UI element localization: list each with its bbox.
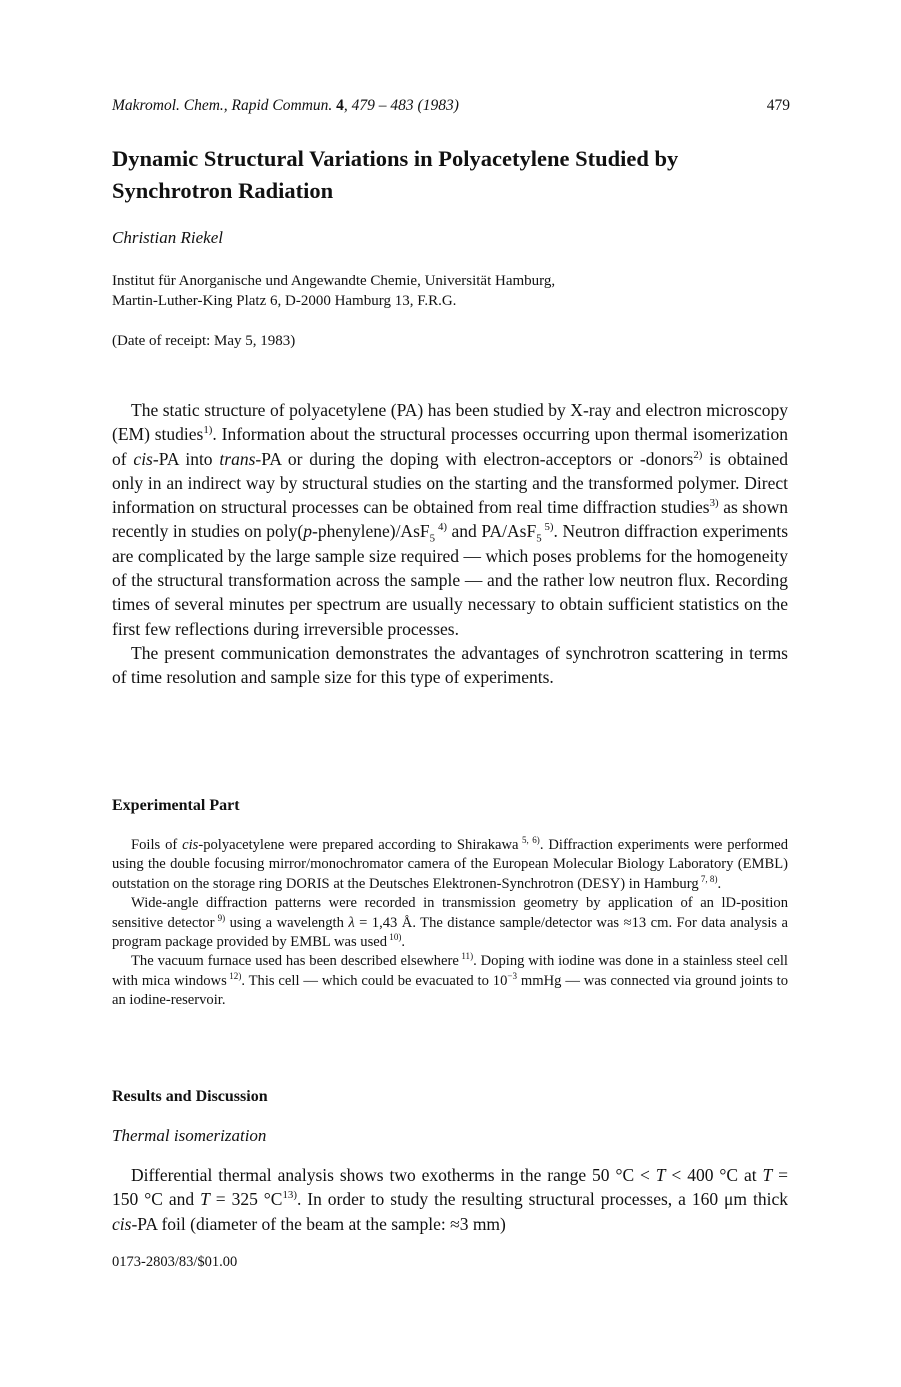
affiliation-line: Institut für Anorganische und Angewandte Chemie, Universität Hamburg, [112,273,556,289]
section-heading: Results and Discussion [112,1088,268,1105]
intro-paragraph: The present communication demonstrates the advantages of synchrotron scattering in terms of time resolution and sample size for this type of experiments. [112,642,788,688]
introduction [112,398,788,690]
section-heading: Experimental Part [112,797,240,814]
page-number: 479 [766,97,790,114]
issn-price-code: 0173-2803/83/$01.00 [112,1254,238,1270]
results-paragraph: Differential thermal analysis shows two exotherms in the range 50 °C < T < 400 °C at T = 150 °C and T = 325 $^\circ C^{13)}$. In order to study the resulting structural processes, a 160 μm thick cis-PA foil (diameter of the beam at the sample: ≈3 mm) [112,1165,788,1234]
experimental-text [112,836,788,1011]
results-text [112,1163,788,1236]
author-name: Christian Riekel [112,228,223,247]
affiliation [112,271,555,311]
subsection-heading: Thermal isomerization [112,1126,267,1145]
running-header [112,97,794,119]
journal-citation: Makromol. Chem., Rapid Commun. 4, 479 – 483 (1983) [112,97,459,114]
paper-title: Dynamic Structural Variations in Polyacetylene Studied by Synchrotron Radiation [112,146,679,203]
affiliation-line: Martin-Luther-King Platz 6, D-2000 Hamburg 13, F.R.G. [112,293,457,309]
experimental-paragraph: Wide-angle diffraction patterns were recorded in transmission geometry by application of an lD-position sensitive detector $^{9)}$ using a wavelength λ = 1,43 Å. The distance sample/detector was ≈13 cm. For data analysis a program package provided by EMBL was used $^{10)}$. [112,895,788,951]
experimental-paragraph: Foils of cis-polyacetylene were prepared according to Shirakawa $^{5, 6)}$. Diffraction experiments were performed using the double focusing mirror/monochromator camera of the European Molecular Biology Laboratory (EMBL) outstation on the storage ring DORIS at the Deutsches Elektronen-Synchrotron (DESY) in Hamburg $^{7, 8)}$. [112,835,789,892]
date-of-receipt: (Date of receipt: May 5, 1983) [112,333,296,349]
experimental-paragraph: The vacuum furnace used has been described elsewhere $^{11)}$. Doping with iodine was done in a stainless steel cell with mica windows $^{12)}$. This cell — which could be evacuated to $10^{-3}$ mmHg — was connected via ground joints to an iodine-reservoir. [112,951,789,1009]
intro-paragraph: The static structure of polyacetylene (PA) has been studied by X-ray and electron microscopy (EM) studies$^{1)}$. Information about the structural processes occurring upon thermal isomerization of cis-PA into trans-PA or during the doping with electron-acceptors or -donors$^{2)}$ is obtained only in an indirect way by structural studies on the starting and the transformed polymer. Direct information on structural processes can be obtained from real time diffraction studies$^{3)}$ as shown recently in studies on poly(p-phenylene)/AsF$_5$ $^{4)}$ and PA/AsF$_5$ $^{5)}$. Neutron diffraction experiments are complicated by the large sample size required — which poses problems for the homogeneity of the structural transformation across the sample — and the rather low neutron flux. Recording times of several minutes per spectrum are usually necessary to obtain sufficient statistics on the first few reflections during irreversible processes. [112,400,789,639]
